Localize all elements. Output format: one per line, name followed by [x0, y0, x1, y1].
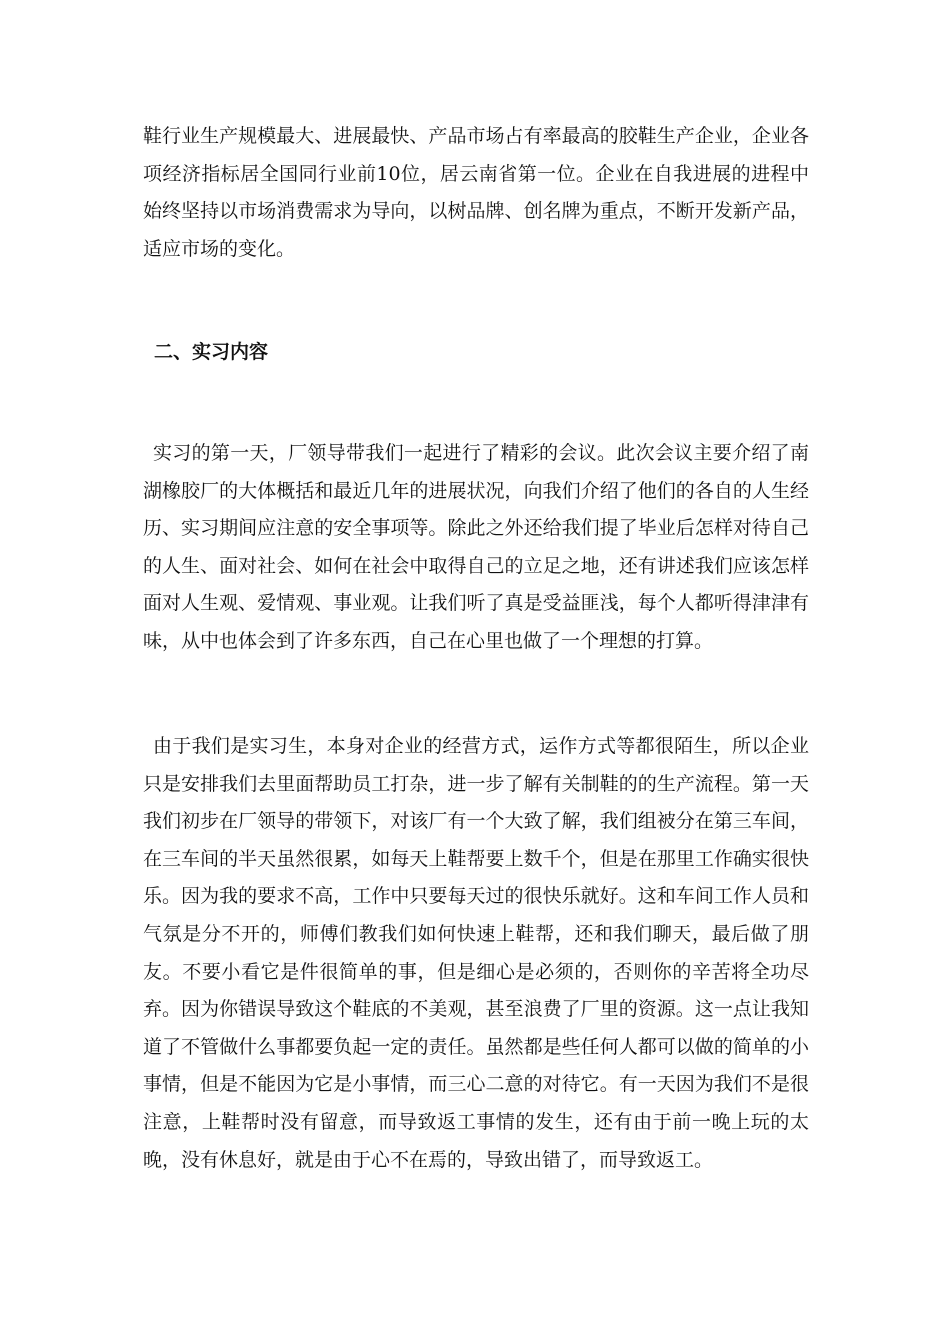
- workshop-experience-paragraph: 由于我们是实习生，本身对企业的经营方式，运作方式等都很陌生，所以企业只是安排我们去里面帮助员工打杂，进一步了解有关制鞋的的生产流程。第一天我们初步在厂领导的带领下，对该厂有一个大致了解，我们组被分在第三车间，在三车间的半天虽然很累，如每天上鞋帮要上数千个，但是在那里工作确实很快乐。因为我的要求不高，工作中只要每天过的很快乐就好。这和车间工作人员和气氛是分不开的，师傅们教我们如何快速上鞋帮，还和我们聊天，最后做了朋友。不要小看它是件很简单的事，但是细心是必须的，否则你的辛苦将全功尽弃。因为你错误导致这个鞋底的不美观，甚至浪费了厂里的资源。这一点让我知道了不管做什么事都要负起一定的责任。虽然都是些任何人都可以做的简单的小事情，但是不能因为它是小事情，而三心二意的对待它。有一天因为我们不是很注意，上鞋帮时没有留意，而导致返工事情的发生，还有由于前一晚上玩的太晚，没有休息好，就是由于心不在焉的，导致出错了，而导致返工。: [143, 735, 809, 1171]
- internship-day-one-paragraph: 实习的第一天，厂领导带我们一起进行了精彩的会议。此次会议主要介绍了南湖橡胶厂的大体概括和最近几年的进展状况，向我们介绍了他们的各自的人生经历、实习期间应注意的安全事项等。除此之外还给我们提了毕业后怎样对待自己的人生、面对社会、如何在社会中取得自己的立足之地，还有讲述我们应该怎样面对人生观、爱情观、事业观。让我们听了真是受益匪浅，每个人都听得津津有味，从中也体会到了许多东西，自己在心里也做了一个理想的打算。: [143, 442, 809, 652]
- section-heading: 二、实习内容: [154, 341, 269, 363]
- intro-paragraph: 鞋行业生产规模最大、进展最快、产品市场占有率最高的胶鞋生产企业，企业各项经济指标居全国同行业前10位，居云南省第一位。企业在自我进展的进程中始终坚持以市场消费需求为导向，以树品牌、创名牌为重点，不断开发新产品，适应市场的变化。: [143, 125, 809, 260]
